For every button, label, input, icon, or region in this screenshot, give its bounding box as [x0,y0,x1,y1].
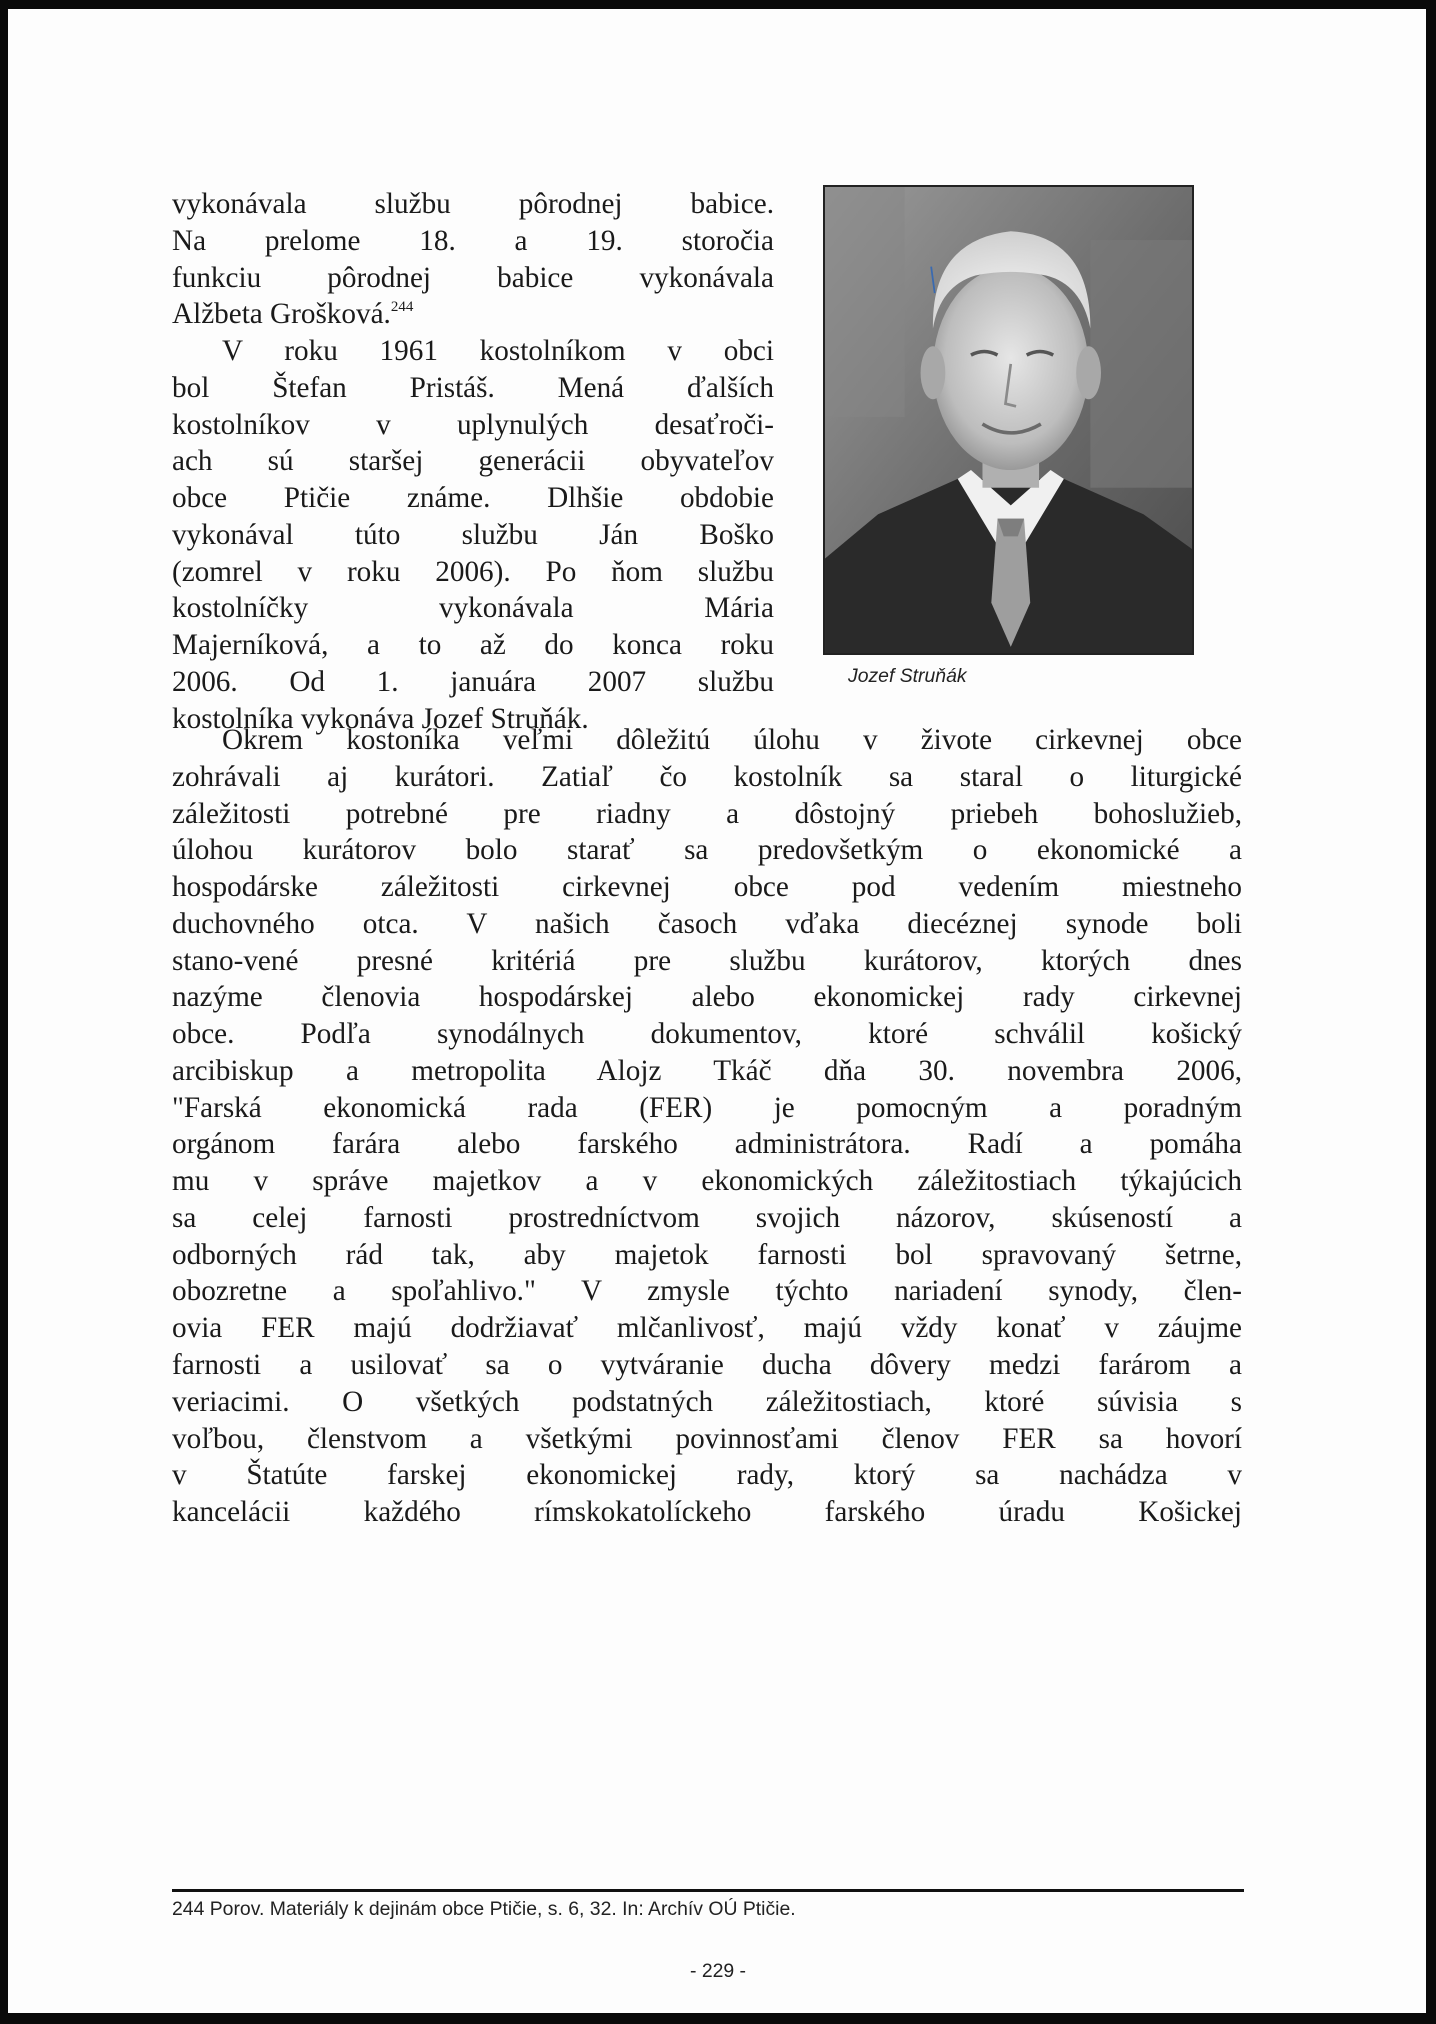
text-line: 2006. Od 1. januára 2007 službu [172,665,774,698]
text-line: ovia FER majú dodržiavať mlčanlivosť, majú vždy konať v záujme [172,1312,1242,1345]
text-line: vykonával túto službu Ján Boško [172,518,774,551]
text-line: Na prelome 18. a 19. storočia [172,224,774,257]
text-line: arcibiskup a metropolita Alojz Tkáč dňa 30. novembra 2006, [172,1054,1242,1087]
text-line: kostolníčky vykonávala Mária [172,592,774,625]
text-column-top [172,186,774,737]
text-line: vykonávala službu pôrodnej babice. [172,188,774,220]
text-line: "Farská ekonomická rada (FER) je pomocným a poradným [172,1091,1242,1124]
text-line: ach sú staršej generácii obyvateľov [172,445,774,478]
text-line: obozretne a spoľahlivo." V zmysle týchto nariadení synody, člen- [172,1275,1242,1308]
text-line: úlohou kurátorov bolo starať sa predovšetkým o ekonomické a [172,834,1242,867]
text-line: stano-vené presné kritériá pre službu kurátorov, ktorých dnes [172,944,1242,977]
text-line: zohrávali aj kurátori. Zatiaľ čo kostolník sa staral o liturgické [172,760,1242,793]
page-number: - 229 - [689,1960,747,1982]
footnote-divider [172,1889,1244,1892]
text-line: Okrem kostoníka veľmi dôležitú úlohu v živote cirkevnej obce [222,724,1242,756]
text-line: v Štatúte farskej ekonomickej rady, ktorý sa nachádza v [172,1459,1242,1492]
text-line: hospodárske záležitosti cirkevnej obce pod vedením miestneho [172,871,1242,904]
text-line-content: Alžbeta Grošková. [172,298,391,331]
text-line: obce Ptičie známe. Dlhšie obdobie [172,482,774,515]
portrait-photo [823,185,1194,655]
text-line: duchovného otca. V našich časoch vďaka diecéznej synode boli [172,907,1242,940]
portrait-image [825,187,1193,654]
text-line: obce. Podľa synodálnych dokumentov, ktoré schválil košický [172,1018,1242,1051]
text-line: kancelácii každého rímskokatolíckeho farského úradu Košickej [172,1496,1242,1529]
text-line: záležitosti potrebné pre riadny a dôstojný priebeh bohoslužieb, [172,797,1242,830]
text-line: Majerníková, a to až do konca roku [172,629,774,662]
text-line: orgánom farára alebo farského administrátora. Radí a pomáha [172,1128,1242,1161]
text-line: veriacimi. O všetkých podstatných záležitostiach, ktoré súvisia s [172,1385,1242,1418]
text-line: farnosti a usilovať sa o vytváranie ducha dôvery medzi farárom a [172,1349,1242,1382]
text-line: V roku 1961 kostolníkom v obci [222,335,774,368]
text-line: kostolníkov v uplynulých desaťroči- [172,408,774,441]
text-line: funkciu pôrodnej babice vykonávala [172,261,774,294]
text-line: sa celej farnosti prostredníctvom svojich názorov, skúseností a [172,1201,1242,1234]
photo-caption: Jozef Struňák [848,665,967,687]
text-line: voľbou, členstvom a všetkými povinnosťami členov FER sa hovorí [172,1422,1242,1455]
text-line: kostolníka vykonáva Jozef Struňák. [172,702,589,735]
text-line: (zomrel v roku 2006). Po ňom službu [172,555,774,588]
text-column-full [172,722,1242,1531]
text-line: nazýme členovia hospodárskej alebo ekonomickej rady cirkevnej [172,981,1242,1014]
footnote-text: 244 Porov. Materiály k dejinám obce Ptičie, s. 6, 32. In: Archív OÚ Ptičie. [172,1898,796,1920]
footnote-marker: 244 [390,299,414,316]
text-line: mu v správe majetkov a v ekonomických záležitostiach týkajúcich [172,1165,1242,1198]
text-line: bol Štefan Pristáš. Mená ďalších [172,371,774,404]
text-line: odborných rád tak, aby majetok farnosti bol spravovaný šetrne, [172,1238,1242,1271]
text-line [172,296,774,333]
